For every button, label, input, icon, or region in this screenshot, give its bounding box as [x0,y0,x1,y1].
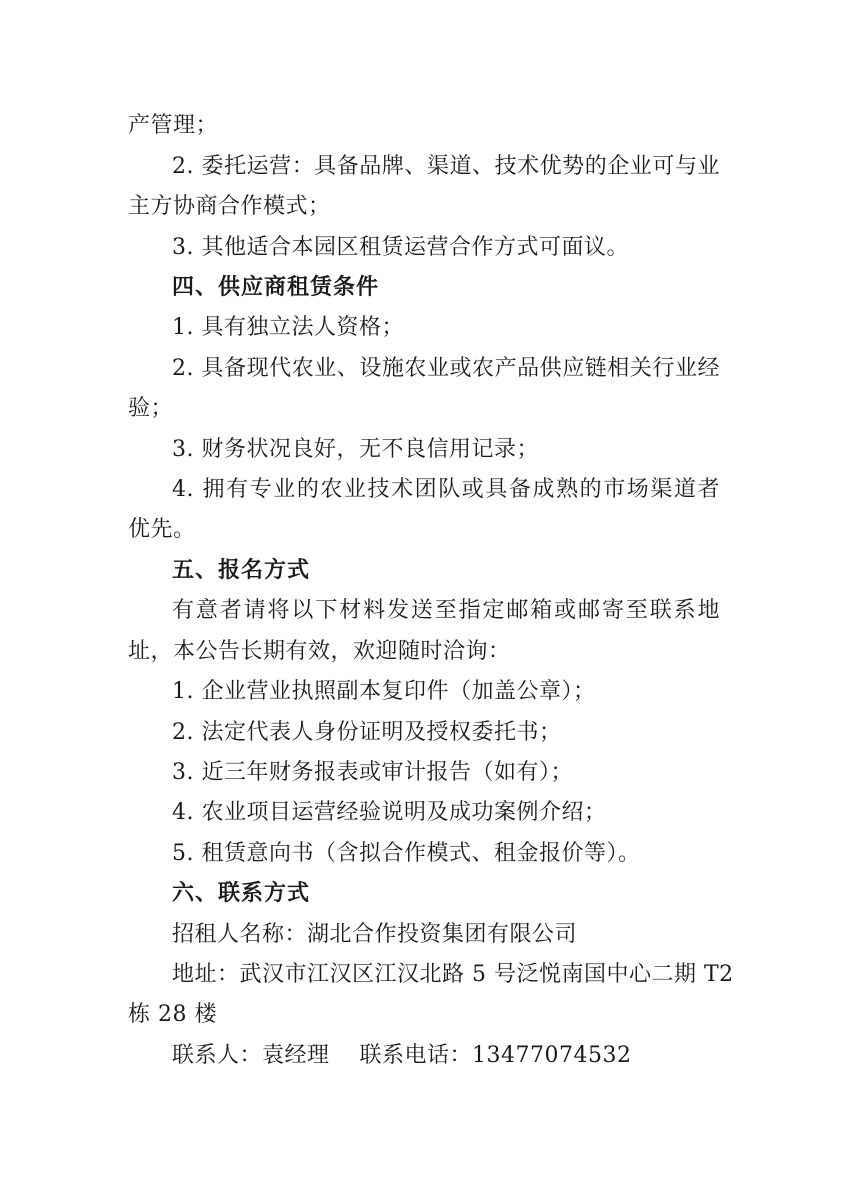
text-line: 主方协商合作模式； [128,194,331,219]
text-line: 地址：武汉市江汉区江汉北路 5 号泛悦南国中心二期 T2 [172,962,734,987]
text-line: 有意者请将以下材料发送至指定邮箱或邮寄至联系地 [172,598,720,623]
text-line: 址，本公告长期有效，欢迎随时洽询： [128,639,511,664]
text-line: 栋 28 楼 [128,1002,217,1027]
text-line: 联系人：袁经理 联系电话：13477074532 [172,1043,632,1068]
text-line: 3. 近三年财务报表或审计报告（如有）； [172,760,573,785]
text-line: 1. 具有独立法人资格； [172,315,404,340]
text-line: 4. 拥有专业的农业技术团队或具备成熟的市场渠道者 [172,477,720,502]
section-heading: 六、联系方式 [172,881,311,906]
text-line: 5. 租赁意向书（含拟合作模式、租金报价等）。 [172,841,641,866]
section-heading: 五、报名方式 [172,558,311,583]
text-line: 优先。 [128,517,196,542]
text-line: 3. 其他适合本园区租赁运营合作方式可面议。 [172,235,629,260]
text-line: 验； [128,396,174,421]
text-line: 4. 农业项目运营经验说明及成功案例介绍； [172,800,607,825]
text-line: 3. 财务状况良好，无不良信用记录； [172,437,539,462]
text-line: 招租人名称：湖北合作投资集团有限公司 [172,922,578,947]
text-line: 2. 具备现代农业、设施农业或农产品供应链相关行业经 [172,356,720,381]
text-line: 2. 法定代表人身份证明及授权委托书； [172,720,562,745]
section-heading: 四、供应商租赁条件 [172,275,380,300]
text-line: 2. 委托运营：具备品牌、渠道、技术优势的企业可与业 [172,154,720,179]
text-line: 1. 企业营业执照副本复印件（加盖公章）； [172,679,596,704]
text-line: 产管理； [128,113,219,138]
